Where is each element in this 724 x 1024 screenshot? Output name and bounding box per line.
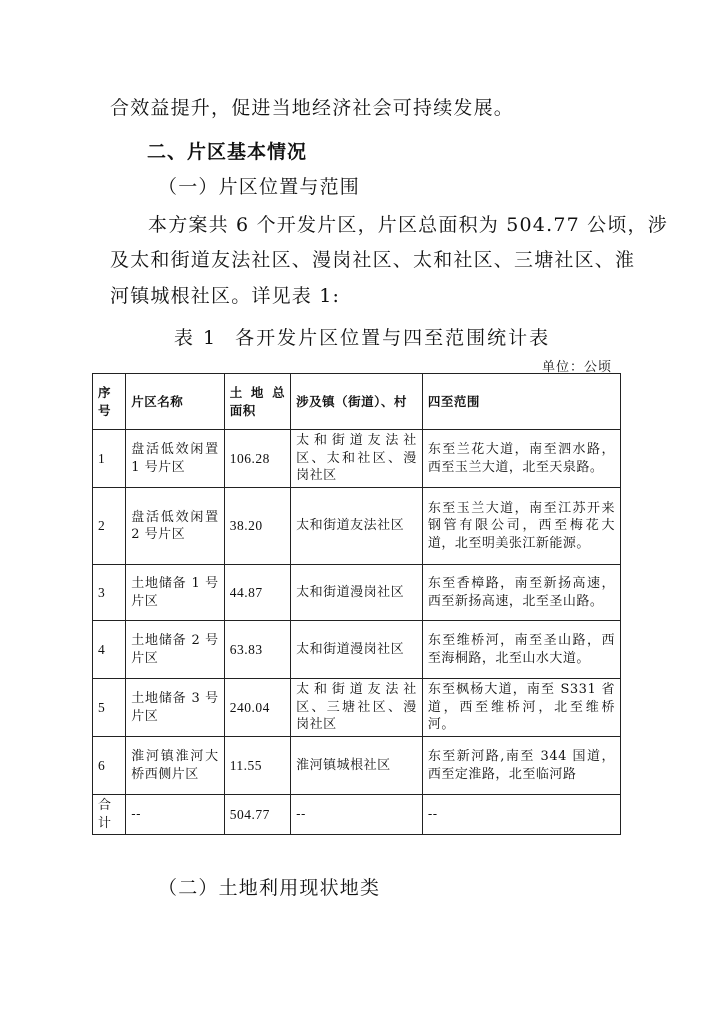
table-cell: 106.28 xyxy=(224,430,290,488)
zones-table xyxy=(92,373,621,835)
table-cell: 太和街道漫岗社区 xyxy=(291,565,423,621)
table-cell: 盘活低效闲置 1 号片区 xyxy=(126,430,224,488)
section-heading: 二、片区基本情况 xyxy=(147,141,308,163)
table-cell: 38.20 xyxy=(224,488,290,565)
table-row xyxy=(93,679,621,737)
header-cell: 四至范围 xyxy=(422,374,620,430)
table-cell: 63.83 xyxy=(224,621,290,679)
table-row xyxy=(93,488,621,565)
paragraph-line: 河镇城根社区。详见表 1: xyxy=(110,285,341,307)
table-cell: 240.04 xyxy=(224,679,290,737)
table-cell: 4 xyxy=(93,621,126,679)
subsection-heading-landuse: （二）土地利用现状地类 xyxy=(158,877,381,899)
table-cell: 土地储备 3 号片区 xyxy=(126,679,224,737)
table-cell: 1 xyxy=(93,430,126,488)
table-cell: 东至维桥河，南至圣山路，西至海桐路，北至山水大道。 xyxy=(422,621,620,679)
table-caption-number: 表 1 xyxy=(173,327,218,349)
table-cell: -- xyxy=(126,795,224,835)
table-header-row xyxy=(93,374,621,430)
header-cell: 序号 xyxy=(93,374,126,430)
table-cell: 44.87 xyxy=(224,565,290,621)
table-cell: 东至香樟路，南至新扬高速，西至新扬高速，北至圣山路。 xyxy=(422,565,620,621)
table-cell: 淮河镇城根社区 xyxy=(291,737,423,795)
table-cell: 太和街道友法社区、太和社区、漫岗社区 xyxy=(291,430,423,488)
table-cell: 东至玉兰大道，南至江苏开来钢管有限公司，西至梅花大道，北至明美张江新能源。 xyxy=(422,488,620,565)
table-row xyxy=(93,430,621,488)
paragraph-line: 本方案共 6 个开发片区，片区总面积为 504.77 公顷，涉 xyxy=(148,214,668,236)
table-cell: 土地储备 1 号片区 xyxy=(126,565,224,621)
table-cell: 东至兰花大道，南至泗水路，西至玉兰大道，北至天泉路。 xyxy=(422,430,620,488)
table-caption-title: 各开发片区位置与四至范围统计表 xyxy=(235,327,551,349)
paragraph-line: 及太和街道友法社区、漫岗社区、太和社区、三塘社区、淮 xyxy=(110,249,636,271)
table-cell: 2 xyxy=(93,488,126,565)
table-cell: 11.55 xyxy=(224,737,290,795)
table-cell: -- xyxy=(291,795,423,835)
table-cell: 东至枫杨大道，南至 S331 省道，西至维桥河，北至维桥河。 xyxy=(422,679,620,737)
table-cell: 东至新河路,南至 344 国道，西至定淮路，北至临河路 xyxy=(422,737,620,795)
table-cell: 土地储备 2 号片区 xyxy=(126,621,224,679)
header-cell: 片区名称 xyxy=(126,374,224,430)
table-cell: 盘活低效闲置 2 号片区 xyxy=(126,488,224,565)
table-cell: 5 xyxy=(93,679,126,737)
table-cell: 3 xyxy=(93,565,126,621)
table-cell: -- xyxy=(422,795,620,835)
subsection-heading-location: （一）片区位置与范围 xyxy=(158,176,361,198)
table-cell: 太和街道漫岗社区 xyxy=(291,621,423,679)
table-total-row xyxy=(93,795,621,835)
header-cell: 土 地 总 面积 xyxy=(224,374,290,430)
unit-label: 单位：公顷 xyxy=(541,360,612,375)
table-cell: 淮河镇淮河大桥西侧片区 xyxy=(126,737,224,795)
table-cell: 太和街道友法社区 xyxy=(291,488,423,565)
intro-line: 合效益提升，促进当地经济社会可持续发展。 xyxy=(110,97,515,119)
header-cell: 涉及镇（街道）、村 xyxy=(291,374,423,430)
table-row xyxy=(93,621,621,679)
table-cell: 504.77 xyxy=(224,795,290,835)
table-cell: 合计 xyxy=(93,795,126,835)
table-cell: 6 xyxy=(93,737,126,795)
table-cell: 太和街道友法社区、三塘社区、漫岗社区 xyxy=(291,679,423,737)
table-caption xyxy=(0,323,724,350)
table-row xyxy=(93,737,621,795)
table-row xyxy=(93,565,621,621)
